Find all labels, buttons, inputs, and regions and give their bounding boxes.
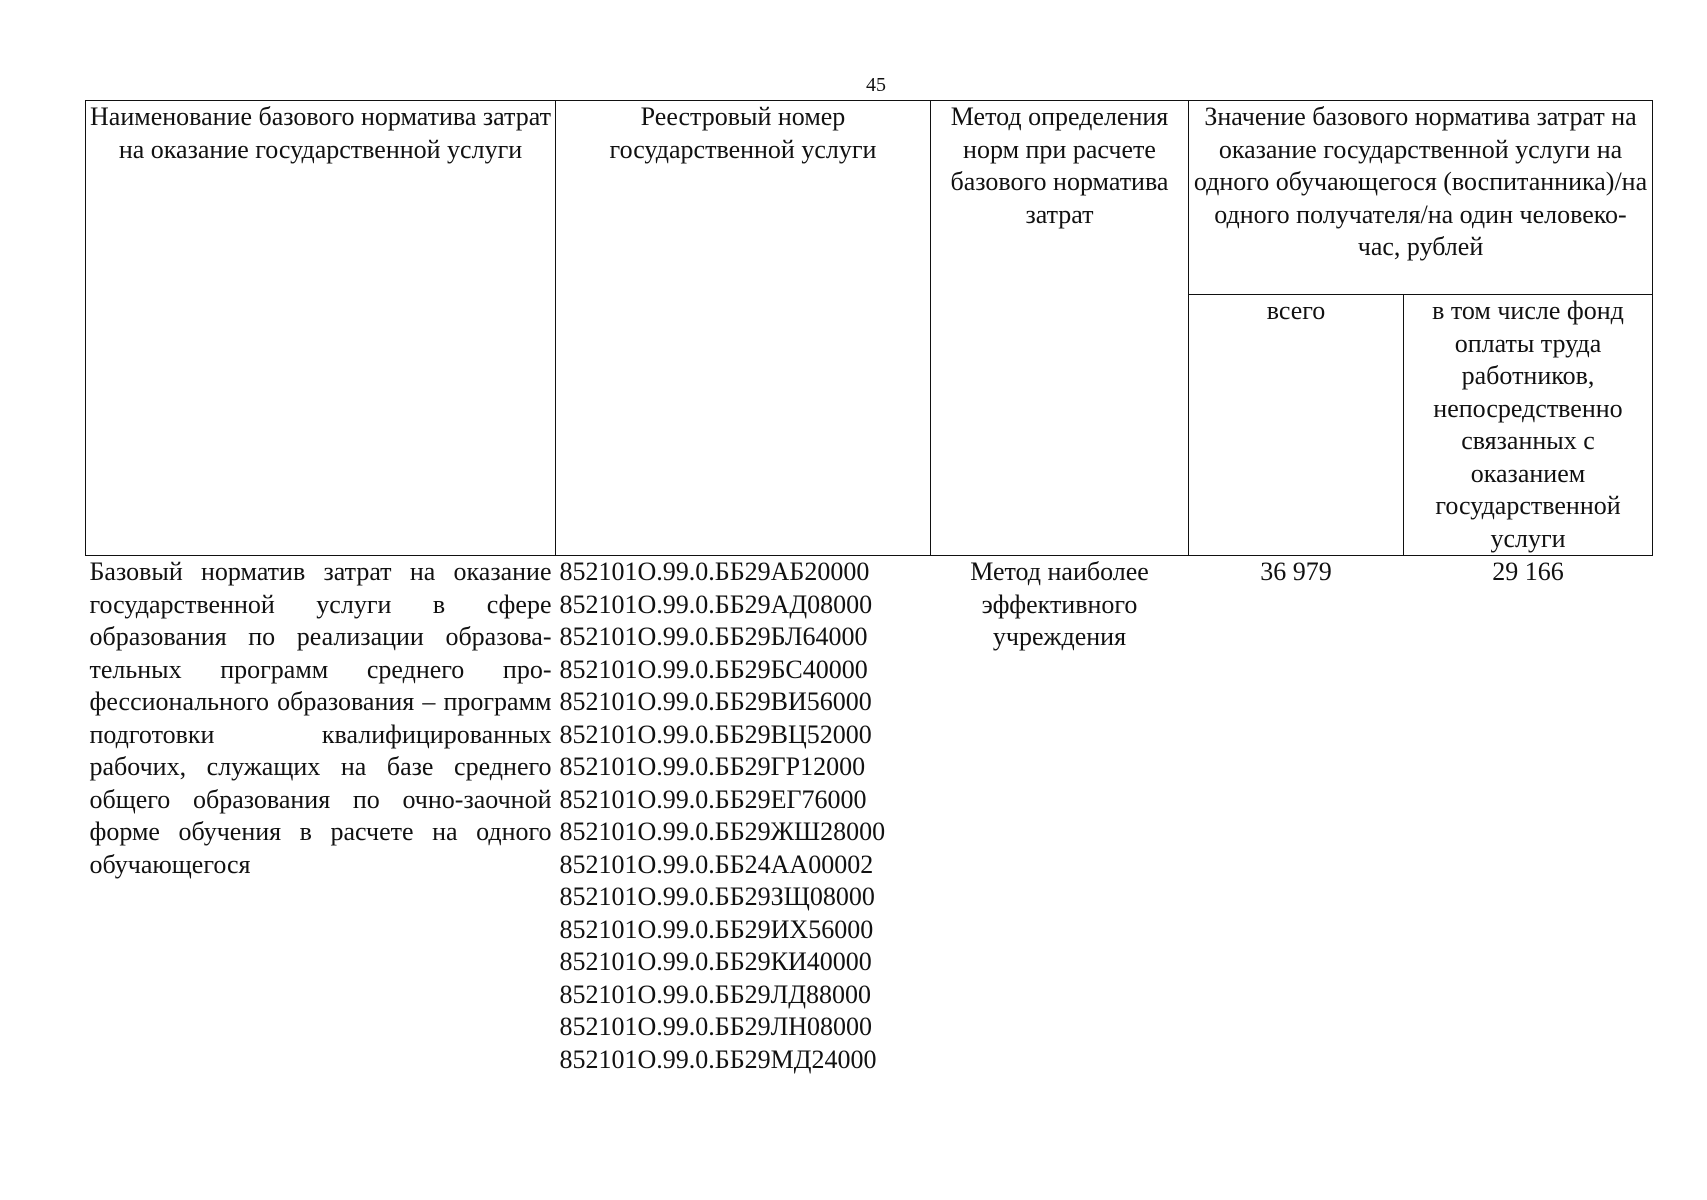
cell-norm-name: Базовый норматив затрат на оказание государственной услуги в сфере образования по реализации образовательных программ среднего профессионального образования – программ подготовки квалифицированных рабочих, служащих на базе среднего общего образования по очно-заочной форме обучения в расчете на одного обучающегося: [89, 557, 552, 879]
registry-number: 852101О.99.0.ББ29АБ20000: [559, 557, 870, 586]
cell-wage-fund-value: 29 166: [1492, 557, 1564, 586]
registry-number: 852101О.99.0.ББ24АА00002: [559, 849, 874, 879]
header-norm-value: Значение базового норматива затрат на оказание государственной услуги на одного обучающегося (воспитанника)/на одного получателя/на один человеко-час, рублей: [1189, 101, 1653, 295]
header-wage-fund: в том числе фонд оплаты труда работников, непосредственно связанных с оказанием государственной услуги: [1404, 295, 1653, 556]
registry-number: 852101О.99.0.ББ29ЗЩ08000: [559, 882, 875, 911]
header-method: Метод определения норм при расчете базового норматива затрат: [931, 101, 1189, 556]
cost-norm-table: [85, 100, 1653, 1076]
registry-number: 852101О.99.0.ББ29ГР12000: [559, 752, 866, 781]
table-row: [86, 556, 1653, 1077]
registry-number: 852101О.99.0.ББ29ЛД88000: [559, 979, 872, 1009]
cell-method: Метод наиболее эффективного учреждения: [970, 557, 1149, 651]
registry-number: 852101О.99.0.ББ29ВЦ52000: [559, 719, 872, 749]
registry-number: 852101О.99.0.ББ29МД24000: [559, 1044, 877, 1074]
registry-number: 852101О.99.0.ББ29ИХ56000: [559, 914, 874, 944]
header-name: Наименование базового норматива затрат на оказание государственной услуги: [86, 101, 556, 556]
registry-number: 852101О.99.0.ББ29ЛН08000: [559, 1012, 873, 1041]
registry-number: 852101О.99.0.ББ29БС40000: [559, 654, 868, 684]
cell-total-value: 36 979: [1260, 557, 1332, 586]
header-total: всего: [1189, 295, 1404, 556]
registry-number: 852101О.99.0.ББ29БЛ64000: [559, 622, 868, 651]
registry-number: 852101О.99.0.ББ29ЕГ76000: [559, 784, 867, 814]
page-number: 45: [866, 74, 886, 96]
registry-number: 852101О.99.0.ББ29АД08000: [559, 589, 873, 619]
registry-number: 852101О.99.0.ББ29ВИ56000: [559, 687, 872, 716]
registry-number: 852101О.99.0.ББ29КИ40000: [559, 947, 872, 976]
cell-registry-numbers: [556, 556, 931, 1077]
header-registry-number: Реестровый номер государственной услуги: [556, 101, 931, 556]
registry-number: 852101О.99.0.ББ29ЖШ28000: [559, 817, 886, 846]
